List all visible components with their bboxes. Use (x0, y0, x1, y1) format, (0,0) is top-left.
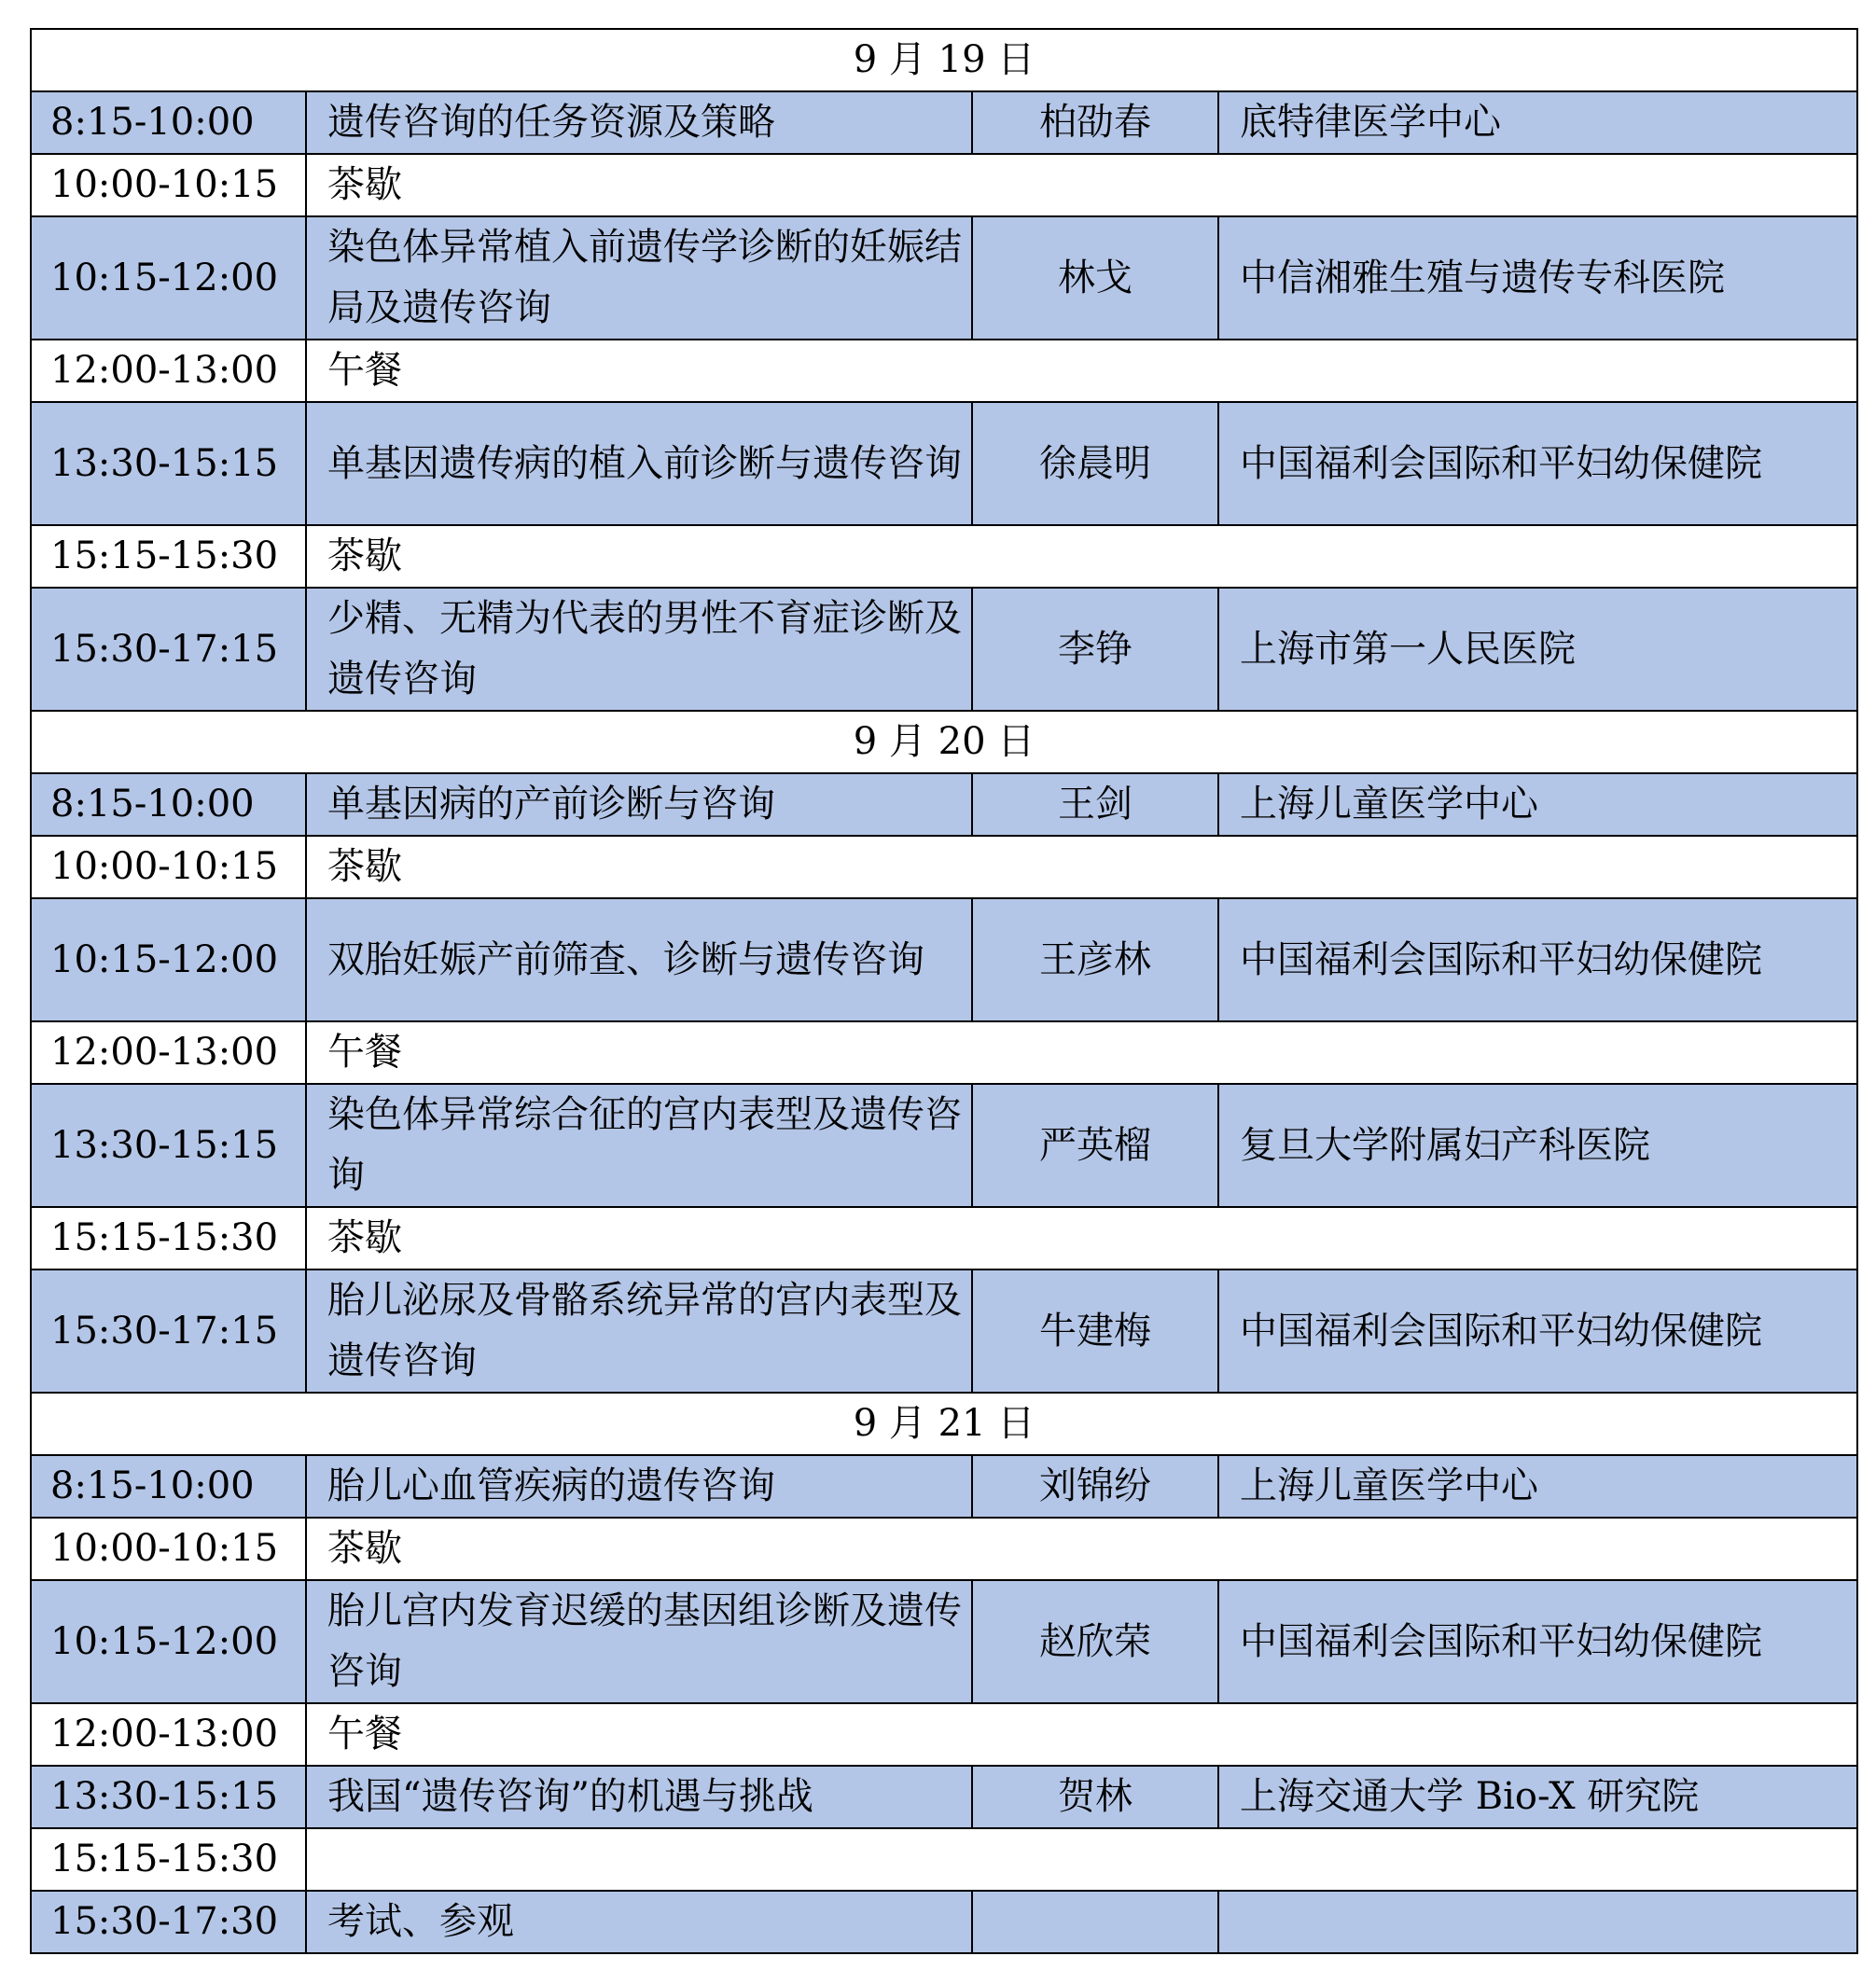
break-label (306, 1828, 1857, 1891)
session-time: 15:30-17:15 (31, 588, 306, 711)
session-time: 15:30-17:15 (31, 1269, 306, 1393)
session-organization: 上海儿童医学中心 (1218, 773, 1857, 836)
session-topic: 胎儿泌尿及骨骼系统异常的宫内表型及遗传咨询 (306, 1269, 972, 1393)
break-label: 茶歇 (306, 154, 1857, 216)
break-label: 茶歇 (306, 836, 1857, 898)
break-row (31, 1207, 1857, 1269)
session-speaker: 赵欣荣 (972, 1580, 1218, 1703)
session-time: 13:30-15:15 (31, 1766, 306, 1828)
session-row (31, 1766, 1857, 1828)
session-row (31, 1269, 1857, 1393)
session-time: 10:15-12:00 (31, 216, 306, 340)
session-speaker: 严英榴 (972, 1084, 1218, 1207)
break-row (31, 1703, 1857, 1766)
session-time: 10:15-12:00 (31, 1580, 306, 1703)
session-row (31, 1891, 1857, 1953)
session-topic: 少精、无精为代表的男性不育症诊断及遗传咨询 (306, 588, 972, 711)
session-topic: 单基因病的产前诊断与咨询 (306, 773, 972, 836)
break-row (31, 836, 1857, 898)
session-time: 12:00-13:00 (31, 340, 306, 402)
day-date: 9 月 19 日 (31, 29, 1857, 91)
session-time: 12:00-13:00 (31, 1021, 306, 1084)
session-topic: 考试、参观 (306, 1891, 972, 1953)
session-speaker: 贺林 (972, 1766, 1218, 1828)
session-topic: 染色体异常综合征的宫内表型及遗传咨询 (306, 1084, 972, 1207)
session-time: 15:30-17:30 (31, 1891, 306, 1953)
session-time: 10:15-12:00 (31, 898, 306, 1021)
session-topic: 胎儿心血管疾病的遗传咨询 (306, 1455, 972, 1518)
session-organization: 中信湘雅生殖与遗传专科医院 (1218, 216, 1857, 340)
session-time: 13:30-15:15 (31, 1084, 306, 1207)
session-speaker: 柏劭春 (972, 91, 1218, 154)
session-speaker: 刘锦纷 (972, 1455, 1218, 1518)
session-time: 15:15-15:30 (31, 1207, 306, 1269)
break-label: 茶歇 (306, 1518, 1857, 1580)
session-organization: 上海交通大学 Bio-X 研究院 (1218, 1766, 1857, 1828)
session-row (31, 773, 1857, 836)
session-topic: 胎儿宫内发育迟缓的基因组诊断及遗传咨询 (306, 1580, 972, 1703)
break-row (31, 1828, 1857, 1891)
session-speaker: 李铮 (972, 588, 1218, 711)
session-row (31, 402, 1857, 525)
session-row (31, 588, 1857, 711)
session-speaker: 王剑 (972, 773, 1218, 836)
session-row (31, 1084, 1857, 1207)
session-time: 10:00-10:15 (31, 154, 306, 216)
session-row (31, 91, 1857, 154)
session-organization: 中国福利会国际和平妇幼保健院 (1218, 898, 1857, 1021)
session-time: 10:00-10:15 (31, 1518, 306, 1580)
day-header-row (31, 711, 1857, 773)
day-header-row (31, 1393, 1857, 1455)
session-row (31, 898, 1857, 1021)
session-time: 12:00-13:00 (31, 1703, 306, 1766)
break-label: 午餐 (306, 1021, 1857, 1084)
day-date: 9 月 21 日 (31, 1393, 1857, 1455)
session-speaker: 王彦林 (972, 898, 1218, 1021)
session-topic: 单基因遗传病的植入前诊断与遗传咨询 (306, 402, 972, 525)
session-time: 8:15-10:00 (31, 773, 306, 836)
session-time: 10:00-10:15 (31, 836, 306, 898)
session-speaker: 牛建梅 (972, 1269, 1218, 1393)
schedule-table (30, 28, 1858, 1954)
session-organization: 上海儿童医学中心 (1218, 1455, 1857, 1518)
session-time: 15:15-15:30 (31, 1828, 306, 1891)
session-organization (1218, 1891, 1857, 1953)
session-topic: 双胎妊娠产前筛查、诊断与遗传咨询 (306, 898, 972, 1021)
session-organization: 底特律医学中心 (1218, 91, 1857, 154)
break-label: 茶歇 (306, 525, 1857, 588)
session-time: 8:15-10:00 (31, 91, 306, 154)
session-organization: 中国福利会国际和平妇幼保健院 (1218, 1269, 1857, 1393)
session-topic: 染色体异常植入前遗传学诊断的妊娠结局及遗传咨询 (306, 216, 972, 340)
session-organization: 复旦大学附属妇产科医院 (1218, 1084, 1857, 1207)
session-time: 8:15-10:00 (31, 1455, 306, 1518)
session-time: 13:30-15:15 (31, 402, 306, 525)
session-row (31, 1580, 1857, 1703)
session-organization: 中国福利会国际和平妇幼保健院 (1218, 402, 1857, 525)
day-date: 9 月 20 日 (31, 711, 1857, 773)
break-row (31, 154, 1857, 216)
session-row (31, 216, 1857, 340)
break-label: 午餐 (306, 1703, 1857, 1766)
break-row (31, 525, 1857, 588)
break-label: 茶歇 (306, 1207, 1857, 1269)
session-topic: 我国“遗传咨询”的机遇与挑战 (306, 1766, 972, 1828)
break-label: 午餐 (306, 340, 1857, 402)
session-organization: 中国福利会国际和平妇幼保健院 (1218, 1580, 1857, 1703)
session-speaker: 徐晨明 (972, 402, 1218, 525)
session-row (31, 1455, 1857, 1518)
break-row (31, 1021, 1857, 1084)
day-header-row (31, 29, 1857, 91)
break-row (31, 1518, 1857, 1580)
session-topic: 遗传咨询的任务资源及策略 (306, 91, 972, 154)
session-speaker (972, 1891, 1218, 1953)
session-time: 15:15-15:30 (31, 525, 306, 588)
session-organization: 上海市第一人民医院 (1218, 588, 1857, 711)
session-speaker: 林戈 (972, 216, 1218, 340)
break-row (31, 340, 1857, 402)
